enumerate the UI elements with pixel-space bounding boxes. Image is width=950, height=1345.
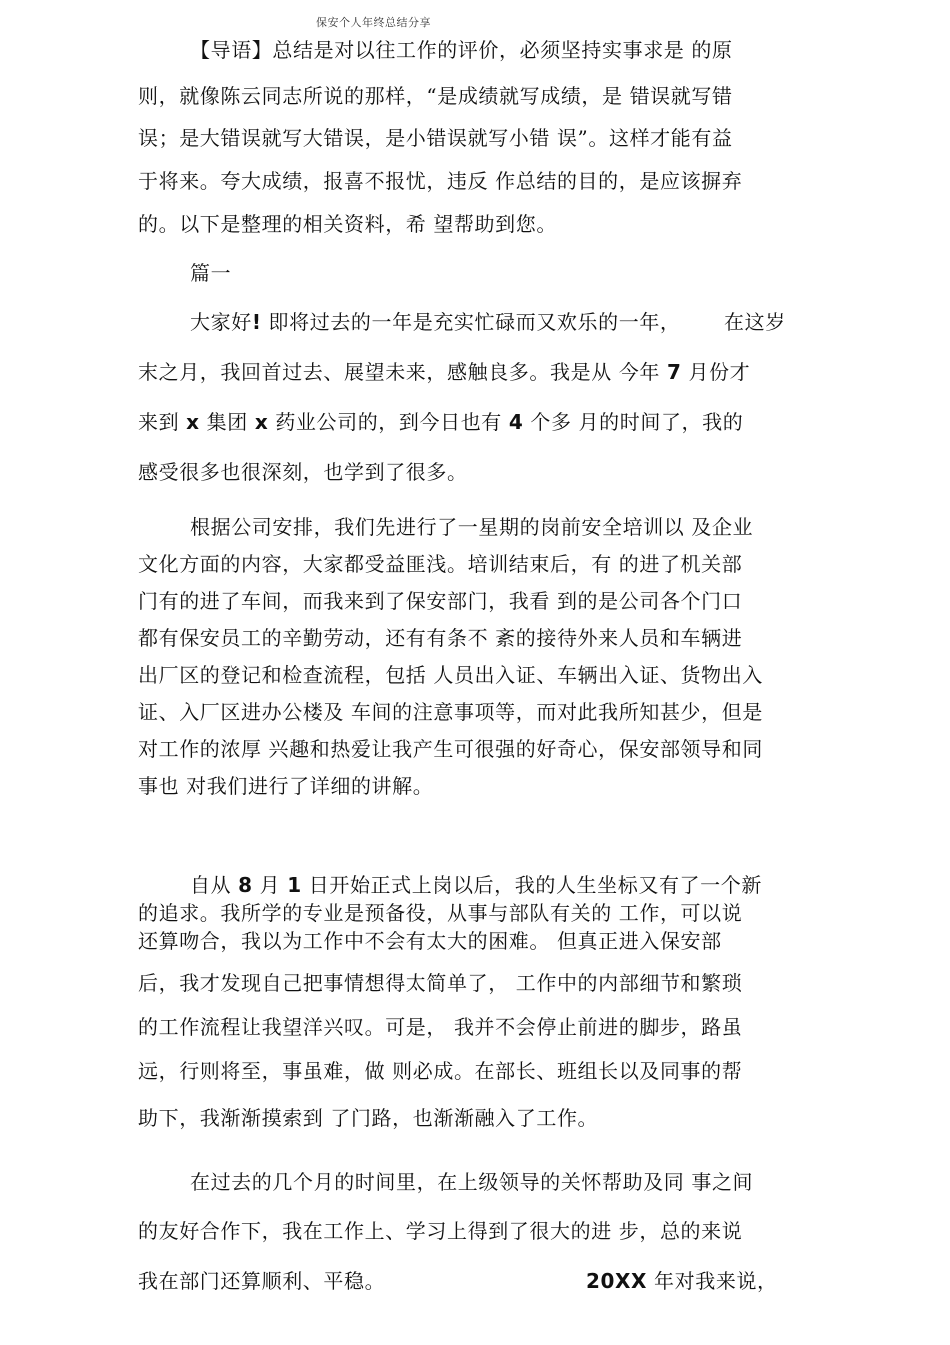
paragraph-line: 的追求。我所学的专业是预备役，从事与部队有关的 工作，可以说 [138, 901, 743, 925]
paragraph-line: 大家好! 即将过去的一年是充实忙碌而又欢乐的一年， [190, 310, 681, 334]
paragraph-line: 还算吻合，我以为工作中不会有太大的困难。 但真正进入保安部 [138, 929, 722, 953]
paragraph-line: 远，行则将至，事虽难，做 则必成。在部长、班组长以及同事的帮 [138, 1059, 743, 1083]
paragraph-line: 都有保安员工的辛勤劳动，还有有条不 紊的接待外来人员和车辆进 [138, 626, 743, 650]
intro-line: 则，就像陈云同志所说的那样，“是成绩就写成绩，是 错误就写错 [138, 84, 733, 108]
paragraph-line: 感受很多也很深刻，也学到了很多。 [138, 460, 468, 484]
paragraph-line: 证、入厂区进办公楼及 车间的注意事项等，而对此我所知甚少，但是 [138, 700, 763, 724]
intro-line: 于将来。夸大成绩，报喜不报忧，违反 作总结的目的，是应该摒弃 [138, 169, 743, 193]
page-header: 保安个人年终总结分享 [316, 16, 431, 29]
intro-line: 【导语】总结是对以往工作的评价，必须坚持实事求是 的原 [190, 38, 733, 62]
section-title: 篇一 [190, 261, 232, 285]
paragraph-line: 来到 x 集团 x 药业公司的，到今日也有 4 个多 月的时间了，我的 [138, 410, 744, 434]
paragraph-line: 末之月，我回首过去、展望未来，感触良多。我是从 今年 7 月份才 [138, 360, 751, 384]
intro-line: 的。以下是整理的相关资料，希 望帮助到您。 [138, 212, 557, 236]
paragraph-line: 门有的进了车间，而我来到了保安部门，我看 到的是公司各个门口 [138, 589, 743, 613]
intro-line: 误；是大错误就写大错误，是小错误就写小错 误”。这样才能有益 [138, 126, 733, 150]
paragraph-line: 对工作的浓厚 兴趣和热爱让我产生可很强的好奇心，保安部领导和同 [138, 737, 763, 761]
paragraph-line: 助下，我渐渐摸索到 了门路，也渐渐融入了工作。 [138, 1106, 599, 1130]
paragraph-line-fragment: 20XX 年对我来说， [586, 1269, 778, 1293]
paragraph-line: 在过去的几个月的时间里，在上级领导的关怀帮助及同 事之间 [190, 1170, 754, 1194]
paragraph-line: 后，我才发现自己把事情想得太简单了， 工作中的内部细节和繁琐 [138, 971, 743, 995]
paragraph-line: 根据公司安排，我们先进行了一星期的岗前安全培训以 及企业 [190, 515, 754, 539]
paragraph-line: 出厂区的登记和检查流程，包括 人员出入证、车辆出入证、货物出入 [138, 663, 763, 687]
paragraph-line: 事也 对我们进行了详细的讲解。 [138, 774, 434, 798]
paragraph-line: 文化方面的内容，大家都受益匪浅。培训结束后，有 的进了机关部 [138, 552, 743, 576]
paragraph-line: 的工作流程让我望洋兴叹。可是， 我并不会停止前进的脚步，路虽 [138, 1015, 743, 1039]
paragraph-line: 的友好合作下，我在工作上、学习上得到了很大的进 步，总的来说 [138, 1219, 743, 1243]
paragraph-line: 我在部门还算顺利、平稳。 [138, 1269, 386, 1293]
paragraph-line: 自从 8 月 1 日开始正式上岗以后，我的人生坐标又有了一个新 [190, 873, 762, 897]
paragraph-line-fragment: 在这岁 [724, 310, 786, 334]
